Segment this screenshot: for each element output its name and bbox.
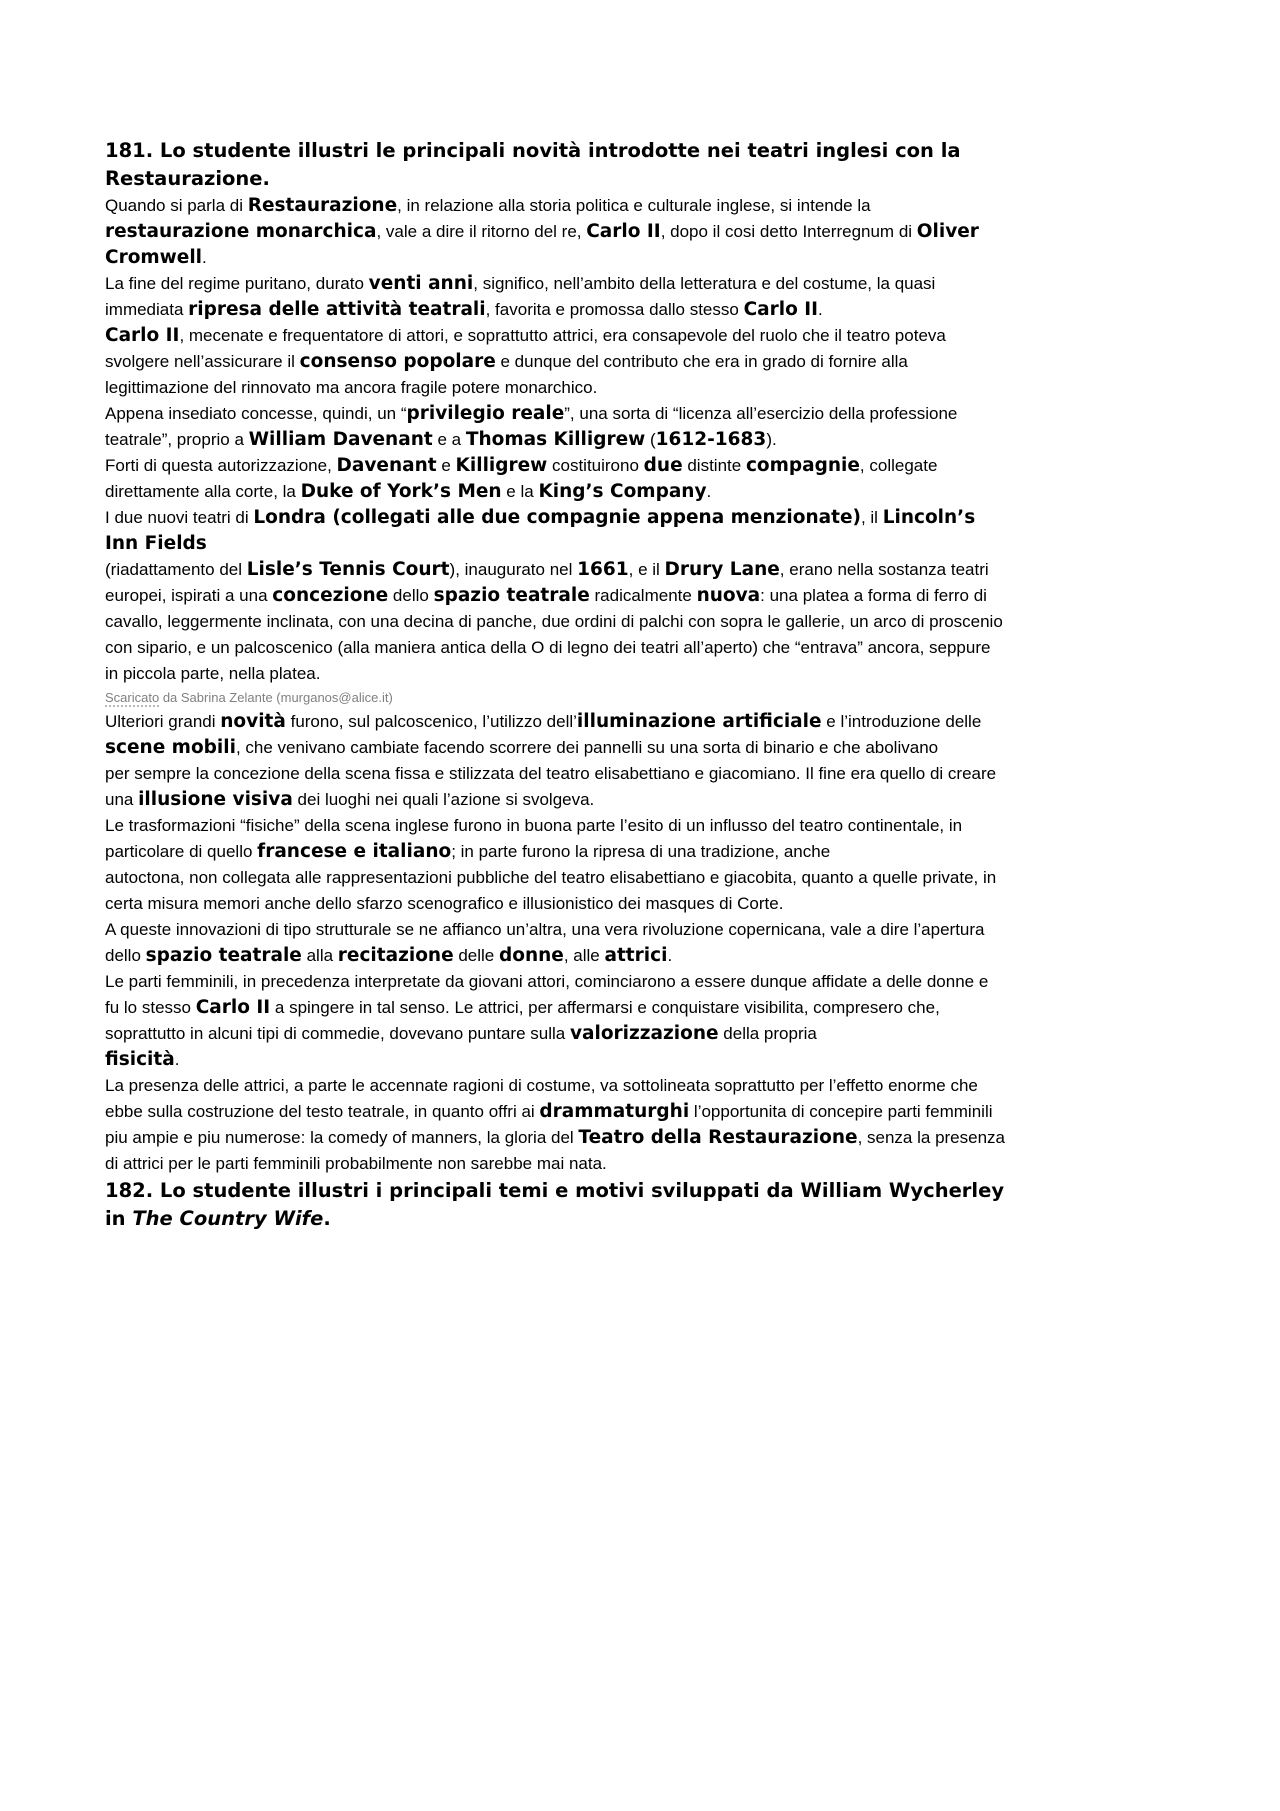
text-run: e a: [432, 430, 466, 449]
text-run: , vale a dire il ritorno del re,: [376, 222, 587, 241]
text-run: ”, una sorta di “licenza all’esercizio della professione: [564, 404, 958, 423]
text-run: , erano nella sostanza teatri: [779, 560, 989, 579]
text-run: recitazione: [337, 945, 454, 966]
text-run: 182. Lo studente illustri i principali temi e motivi sviluppati da William Wycherley in: [105, 1179, 1011, 1230]
text-run: A queste innovazioni di tipo strutturale se ne affianco un’altra, una vera rivoluzione copernicana, vale a dire l’apertura dello: [105, 920, 990, 965]
text-run: (: [645, 430, 656, 449]
text-run: drammaturghi: [539, 1101, 690, 1122]
text-run: Forti di questa autorizzazione,: [105, 456, 337, 475]
section-heading: [105, 1177, 1011, 1233]
text-run: legittimazione del rinnovato ma ancora fragile potere monarchico.: [105, 378, 598, 397]
text-run: King’s Company: [538, 481, 707, 502]
text-run: ripresa delle attività teatrali: [188, 299, 486, 320]
text-run: nuova: [696, 585, 761, 606]
text-run: venti anni: [368, 273, 474, 294]
paragraph: [105, 709, 1005, 813]
text-run: .: [202, 248, 207, 267]
text-run: , il: [860, 508, 883, 527]
text-run: 181. Lo studente illustri le principali novità introdotte nei teatri inglesi con la Restaurazione.: [105, 139, 968, 190]
text-run: illuminazione artificiale: [576, 711, 822, 732]
paragraph: [105, 323, 1005, 401]
text-run: , favorita e promossa dallo stesso: [485, 300, 744, 319]
text-run: costituirono: [547, 456, 644, 475]
text-run: distinte: [682, 456, 746, 475]
text-run: .: [706, 482, 712, 501]
document-page: [105, 0, 1011, 1313]
paragraph: [105, 453, 1005, 505]
text-run: delle: [453, 946, 499, 965]
text-run: Appena insediato concesse, quindi, un “: [105, 404, 407, 423]
text-run: alla: [301, 946, 338, 965]
text-run: Davenant: [336, 455, 437, 476]
text-run: dello: [388, 586, 434, 605]
paragraph: [105, 1073, 1010, 1177]
text-run: Quando si parla di: [105, 196, 248, 215]
document-body: [105, 137, 1011, 1233]
text-run: 1612-1683: [655, 429, 767, 450]
text-run: Carlo II: [743, 299, 819, 320]
text-run: donne: [499, 945, 564, 966]
text-run: ).: [766, 430, 777, 449]
text-run: autoctona, non collegata alle rappresentazioni pubbliche del teatro elisabettiano e giacobita, quanto a quelle private, in certa misura memori anche dello sfarzo scenografico e illusionistico dei masques di Corte.: [105, 868, 1001, 913]
text-run: .: [174, 1050, 180, 1069]
text-run: Drury Lane: [664, 559, 780, 580]
text-run: compagnie: [745, 455, 860, 476]
text-run: , e il: [628, 560, 665, 579]
text-run: , significo, nell’ambito della letteratura e del costume, la quasi: [473, 274, 936, 293]
text-run: valorizzazione: [569, 1023, 719, 1044]
text-run: immediata: [105, 300, 189, 319]
paragraph: [105, 401, 1005, 453]
text-run: Scaricato: [105, 690, 160, 705]
paragraph: [105, 813, 1005, 917]
text-run: Le trasformazioni “fisiche” della scena inglese furono in buona parte l’esito di un influsso del teatro continentale, in particolare di quello: [105, 816, 967, 861]
text-run: Restaurazione: [247, 195, 398, 216]
text-run: 1661: [577, 559, 629, 580]
text-run: Cromwell: [105, 247, 203, 268]
text-run: concezione: [272, 585, 389, 606]
text-run: della propria: [718, 1024, 817, 1043]
download-note: [105, 687, 1005, 709]
text-run: Thomas Killigrew: [465, 429, 646, 450]
section-heading: [105, 137, 1005, 193]
paragraph: [105, 193, 1005, 271]
text-run: .: [667, 946, 673, 965]
text-run: a spingere in tal senso. Le attrici, per affermarsi e conquistare visibilita, compresero che, soprattutto in alcuni tipi di commedie, dovevano puntare sulla: [105, 998, 945, 1043]
text-run: .: [323, 1207, 331, 1230]
text-run: , dopo il cosi detto Interregnum di: [660, 222, 917, 241]
text-run: novità: [220, 711, 286, 732]
text-run: I due nuovi teatri di: [105, 508, 254, 527]
text-run: scene mobili: [105, 737, 236, 758]
text-run: Teatro della Restaurazione: [578, 1127, 858, 1148]
text-run: Duke of York’s Men: [300, 481, 502, 502]
text-run: La presenza delle attrici, a parte le accennate ragioni di costume, va sottolineata soprattutto per l’effetto enorme che ebbe sulla costruzione del testo teatrale, in quanto offri ai: [105, 1076, 983, 1121]
text-run: Ulteriori grandi: [105, 712, 221, 731]
text-run: radicalmente: [589, 586, 697, 605]
text-run: Oliver: [916, 221, 979, 242]
paragraph: [105, 505, 1008, 687]
text-run: , mecenate e frequentatore di attori, e soprattutto attrici, era consapevole del ruolo che il teatro poteva svolgere nell’assicurare il: [105, 326, 951, 371]
text-run: Lincoln’s Inn Fields: [105, 507, 982, 554]
text-run: da Sabrina Zelante (murganos@alice.it): [159, 690, 393, 705]
text-run: privilegio reale: [406, 403, 565, 424]
text-run: , alle: [563, 946, 605, 965]
text-run: e dunque del contributo che era in grado di fornire alla: [495, 352, 908, 371]
text-run: Lisle’s Tennis Court: [246, 559, 450, 580]
text-run: ), inaugurato nel: [449, 560, 578, 579]
text-run: restaurazione monarchica: [105, 221, 377, 242]
text-run: William Davenant: [248, 429, 433, 450]
text-run: spazio teatrale: [145, 945, 302, 966]
text-run: francese e italiano: [257, 841, 452, 862]
text-run: europei, ispirati a una: [105, 586, 273, 605]
text-run: , in relazione alla storia politica e culturale inglese, si intende la: [397, 196, 876, 215]
text-run: spazio teatrale: [433, 585, 590, 606]
text-run: .: [818, 300, 823, 319]
text-run: dei luoghi nei quali l’azione si svolgeva.: [292, 790, 595, 809]
text-run: Killigrew: [455, 455, 548, 476]
text-run: l’opportunita di concepire parti femminili piu ampie e piu numerose: la comedy of manners, la gloria del: [105, 1102, 998, 1147]
text-run: La fine del regime puritano, durato: [105, 274, 369, 293]
text-run: (riadattamento del: [105, 560, 247, 579]
text-run: direttamente alla corte, la: [105, 482, 301, 501]
text-run: cavallo, leggermente inclinata, con una decina di panche, due ordini di palchi con sopra le gallerie, un arco di proscenio con sipario, e un palcoscenico (alla maniera antica della O di legno dei teatri all’aperto) che “entrava” ancora, seppure in piccola parte, nella platea.: [105, 612, 1008, 683]
text-run: Londra (collegati alle due compagnie appena menzionate): [253, 507, 861, 528]
paragraph: [105, 917, 1005, 969]
text-run: : una platea a forma di ferro di: [760, 586, 987, 605]
text-run: illusione visiva: [138, 789, 293, 810]
text-run: Carlo II: [105, 325, 180, 346]
text-run: , collegate: [859, 456, 938, 475]
text-run: furono, sul palcoscenico, l’utilizzo dell’: [285, 712, 577, 731]
text-run: Carlo II: [586, 221, 661, 242]
text-run: The Country Wife: [132, 1207, 324, 1230]
text-run: attrici: [604, 945, 668, 966]
text-run: ; in parte furono la ripresa di una tradizione, anche: [451, 842, 831, 861]
text-run: e la: [501, 482, 539, 501]
text-run: , che venivano cambiate facendo scorrere dei pannelli su una sorta di binario e che abolivano: [235, 738, 939, 757]
paragraph: [105, 969, 1005, 1073]
text-run: e l’introduzione delle: [821, 712, 982, 731]
text-run: Le parti femminili, in precedenza interpretate da giovani attori, cominciarono a essere dunque affidate a delle donne e fu lo stesso: [105, 972, 994, 1017]
text-run: consenso popolare: [299, 351, 496, 372]
text-run: e: [436, 456, 456, 475]
text-run: per sempre la concezione della scena fissa e stilizzata del teatro elisabettiano e giacomiano. Il fine era quello di creare una: [105, 764, 1001, 809]
text-run: due: [643, 455, 683, 476]
text-run: fisicità: [105, 1049, 175, 1070]
text-run: , senza la presenza di attrici per le parti femminili probabilmente non sarebbe mai nata.: [105, 1128, 1010, 1173]
text-run: Carlo II: [195, 997, 271, 1018]
text-run: teatrale”, proprio a: [105, 430, 249, 449]
paragraph: [105, 271, 1005, 323]
